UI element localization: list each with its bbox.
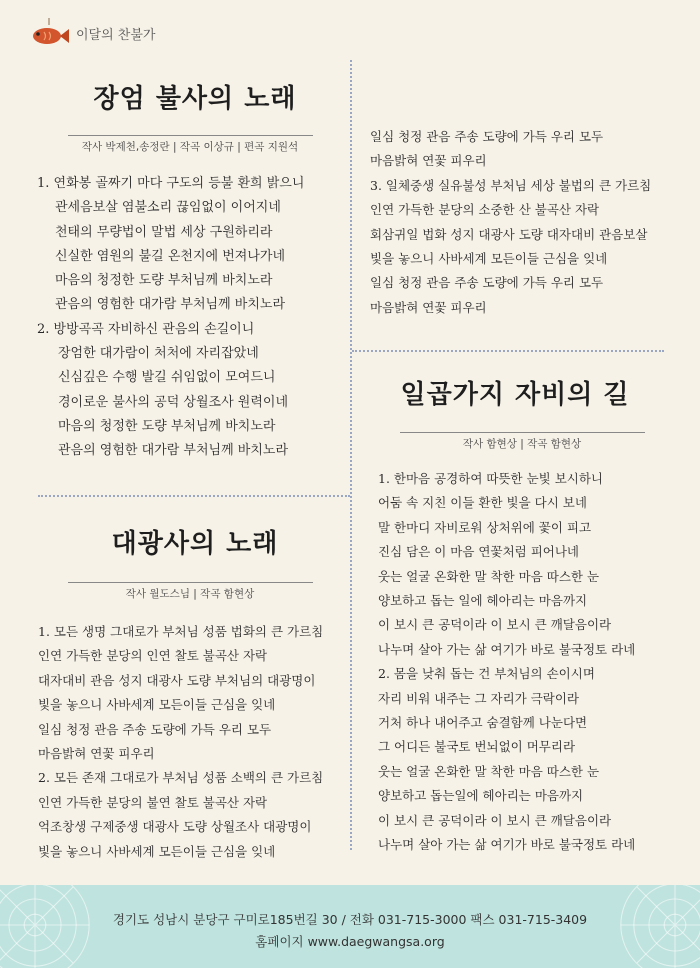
section-divider-left <box>38 495 350 497</box>
lyric-line: 마음밝혀 연꽃 피우리 <box>370 299 487 315</box>
lyric-line: 경이로운 불사의 공덕 상월조사 원력이네 <box>58 394 289 410</box>
lyric-line: 웃는 얼굴 온화한 말 착한 마음 따스한 눈 <box>378 763 600 779</box>
lyric-line: 억조창생 구제중생 대광사 도량 상월조사 대광명이 <box>38 819 312 835</box>
lyric-line: 이 보시 큰 공덕이라 이 보시 큰 깨달음이라 <box>378 617 612 633</box>
song1-lyrics <box>37 172 304 464</box>
lyric-line: 인연 가득한 분당의 소중한 산 불곡산 자락 <box>370 202 600 218</box>
lyric-line: 말 한마디 자비로워 상처위에 꽃이 피고 <box>378 519 592 535</box>
lyric-line: 그 어디든 불국토 번뇌없이 머무리라 <box>378 739 576 755</box>
section-divider-right <box>352 350 664 352</box>
lyric-line: 신심깊은 수행 발길 쉬임없이 모여드니 <box>58 370 276 386</box>
song3-title: 일곱가지 자비의 길 <box>400 380 630 410</box>
lyric-line: 관음의 영험한 대가람 부처님께 바치노라 <box>55 297 286 313</box>
lyric-line: 마음의 청정한 도량 부처님께 바치노라 <box>58 418 276 434</box>
lyric-line: 회삼귀일 법화 성지 대광사 도량 대자대비 관음보살 <box>370 226 648 242</box>
lyric-line: 마음밝혀 연꽃 피우리 <box>38 746 155 762</box>
lyric-line: 인연 가득한 분당의 인연 찰토 불곡산 자락 <box>38 648 268 664</box>
lyric-line: 인연 가득한 분당의 불연 찰토 불곡산 자락 <box>38 794 268 810</box>
lyric-line: 나누며 살아 가는 삶 여기가 바로 불국정토 라네 <box>378 837 636 853</box>
lyric-line: 2. 몸을 낮춰 돕는 건 부처님의 손이시며 <box>378 666 595 682</box>
lyric-line: 장엄한 대가람이 처처에 자리잡았네 <box>58 346 259 362</box>
lyric-line: 1. 모든 생명 그대로가 부처님 성품 법화의 큰 가르침 <box>38 624 324 639</box>
lyric-line: 어둠 속 지친 이들 환한 빛을 다시 보네 <box>378 495 587 511</box>
footer-address: 경기도 성남시 분당구 구미로185번길 30 / 전화 031-715-3000 팩스 031-715-3409 <box>112 912 588 927</box>
lyric-line: 1. 한마음 공경하여 따뜻한 눈빛 보시하니 <box>378 471 603 486</box>
song3-credit: 작사 함현상 | 작곡 함현상 <box>462 438 582 450</box>
lyric-line: 나누며 살아 가는 삶 여기가 바로 불국정토 라네 <box>378 641 636 657</box>
song2-lyrics-right <box>370 125 651 320</box>
lyric-line: 관음의 영험한 대가람 부처님께 바치노라 <box>58 443 289 459</box>
song3-credit-rule <box>400 432 645 433</box>
lyric-line: 빛을 놓으니 사바세계 모든이들 근심을 잊네 <box>38 697 276 713</box>
lyric-line: 빛을 놓으니 사바세계 모든이들 근심을 잊네 <box>370 251 608 267</box>
lyric-line: 웃는 얼굴 온화한 말 착한 마음 따스한 눈 <box>378 568 600 584</box>
lyric-line: 진심 담은 이 마음 연꽃처럼 피어나네 <box>378 544 579 560</box>
lyric-line: 자리 비워 내주는 그 자리가 극락이라 <box>378 690 579 706</box>
song2-title: 대광사의 노래 <box>111 529 279 559</box>
lyric-line: 신실한 염원의 불길 온천지에 번져나가네 <box>55 248 286 264</box>
song2-credit: 작사 월도스님 | 작곡 함현상 <box>125 588 255 600</box>
lyric-line: 거처 하나 내어주고 숨결함께 나눈다면 <box>378 715 588 731</box>
fish-lantern-icon <box>28 18 70 48</box>
lyric-line: 관세음보살 염불소리 끊임없이 이어지네 <box>55 200 281 216</box>
lyric-line: 2. 방방곡곡 자비하신 관음의 손길이니 <box>37 321 255 337</box>
header-label: 이달의 찬불가 <box>76 27 156 43</box>
song3-lyrics <box>378 467 635 858</box>
song1-credit-rule <box>68 135 313 136</box>
lyric-line: 마음의 청정한 도량 부처님께 바치노라 <box>55 273 273 289</box>
lyric-line: 일심 청정 관음 주송 도량에 가득 우리 모두 <box>370 275 604 291</box>
lyric-line: 마음밝혀 연꽃 피우리 <box>370 153 487 169</box>
lyric-line: 이 보시 큰 공덕이라 이 보시 큰 깨달음이라 <box>378 812 612 828</box>
lyric-line: 일심 청정 관음 주송 도량에 가득 우리 모두 <box>370 129 604 144</box>
lyric-line: 1. 연화봉 골짜기 마다 구도의 등불 환희 밝으니 <box>37 176 305 191</box>
lyric-line: 양보하고 돕는 일에 헤아리는 마음까지 <box>378 593 588 609</box>
footer-homepage: 홈페이지 www.daegwangsa.org <box>255 934 445 949</box>
lyric-line: 천태의 무량법이 말법 세상 구원하리라 <box>55 224 273 240</box>
lyric-line: 2. 모든 존재 그대로가 부처님 성품 소백의 큰 가르침 <box>38 770 324 786</box>
lyric-line: 일심 청정 관음 주송 도량에 가득 우리 모두 <box>38 721 272 737</box>
lyric-line: 대자대비 관음 성지 대광사 도량 부처님의 대광명이 <box>38 672 316 688</box>
column-divider <box>350 60 352 850</box>
header-tag <box>28 18 155 48</box>
lyric-line: 빛을 놓으니 사바세계 모든이들 근심을 잊네 <box>38 843 276 859</box>
song1-title: 장엄 불사의 노래 <box>93 84 297 114</box>
lyric-line: 양보하고 돕는일에 헤아리는 마음까지 <box>378 788 584 804</box>
lyric-line: 3. 일체중생 실유불성 부처님 세상 불법의 큰 가르침 <box>370 177 652 193</box>
song1-credit: 작사 박제천,송정란 | 작곡 이상규 | 편곡 지원석 <box>81 141 299 153</box>
song2-credit-rule <box>68 582 313 583</box>
song2-lyrics-left <box>38 620 323 864</box>
footer <box>0 885 700 968</box>
